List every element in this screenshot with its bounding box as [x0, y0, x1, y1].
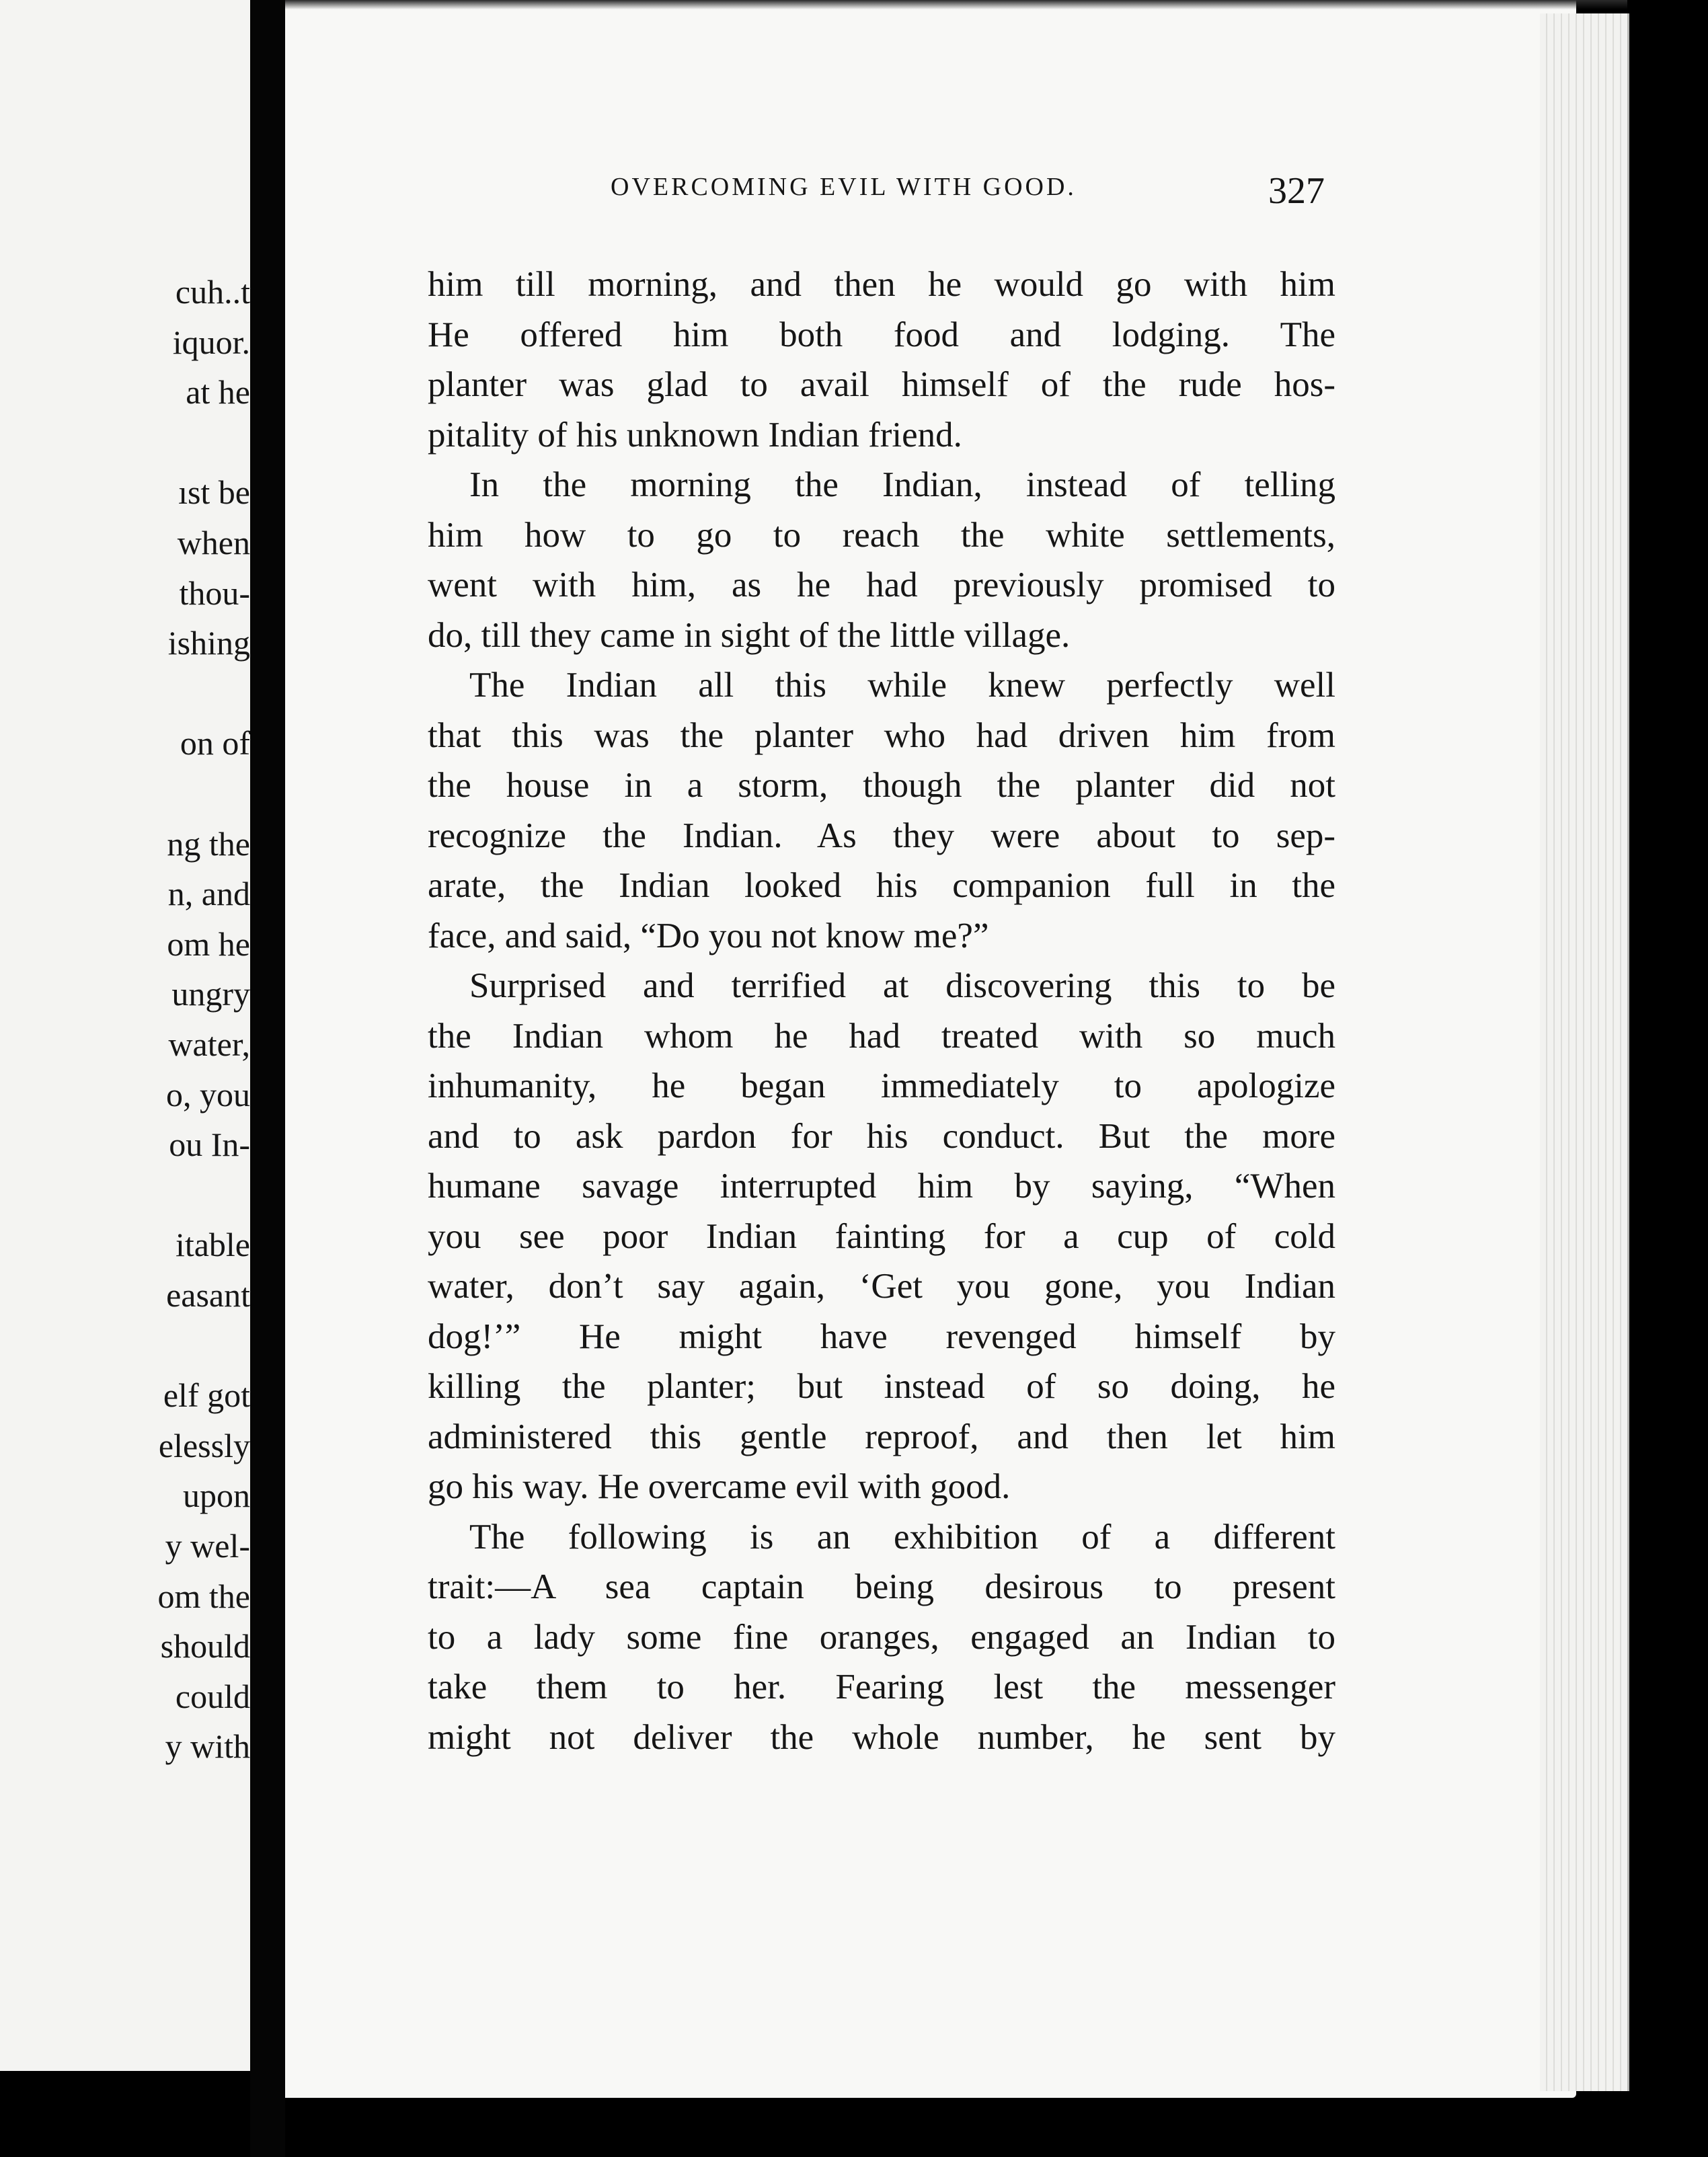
text-line: humane savage interrupted him by saying, “When: [428, 1167, 1335, 1206]
text-line: water, don’t say again, ‘Get you gone, you Indian: [428, 1267, 1335, 1306]
previous-page-line: should: [160, 1627, 250, 1665]
text-line: Surprised and terrified at discovering this to be: [469, 966, 1335, 1005]
previous-page-line: ou In-: [169, 1126, 250, 1164]
previous-page-line: ng the: [167, 824, 250, 863]
body-text: [428, 260, 1335, 1762]
text-line: might not deliver the whole number, he sent by: [428, 1717, 1335, 1757]
previous-page-line: when: [177, 524, 250, 561]
previous-page-line: on of: [180, 724, 250, 762]
previous-page-line: elessly: [158, 1426, 250, 1464]
previous-page-line: y with: [165, 1727, 250, 1766]
text-line: The Indian all this while knew perfectly well: [469, 666, 1335, 705]
previous-page-line: o, you: [166, 1075, 250, 1113]
previous-page-line: could: [175, 1677, 250, 1715]
running-head: OVERCOMING EVIL WITH GOOD.: [611, 173, 1077, 201]
text-line: went with him, as he had previously promised to: [428, 565, 1335, 604]
previous-page-line: y wel-: [165, 1527, 250, 1565]
text-line: go his way. He overcame evil with good.: [428, 1467, 1011, 1506]
text-line: him how to go to reach the white settlements,: [428, 515, 1335, 555]
text-line: the Indian whom he had treated with so much: [428, 1016, 1335, 1056]
top-shadow: [285, 0, 1627, 9]
previous-page-line: at he: [186, 373, 250, 411]
previous-page-line: ıst be: [178, 473, 250, 512]
text-line: face, and said, “Do you not know me?”: [428, 916, 989, 955]
previous-page-line: thou-: [179, 574, 250, 612]
previous-page-line: om he: [167, 925, 250, 963]
text-line: administered this gentle reproof, and then let him: [428, 1417, 1335, 1456]
text-line: that this was the planter who had driven him from: [428, 715, 1335, 755]
text-line: trait:—A sea captain being desirous to present: [428, 1567, 1335, 1606]
text-line: In the morning the Indian, instead of telling: [469, 465, 1335, 504]
previous-page-line: water,: [168, 1025, 250, 1063]
previous-page-line: n, and: [167, 875, 250, 913]
previous-page-line: cuh..t: [175, 273, 250, 311]
text-line: arate, the Indian looked his companion full in the: [428, 866, 1335, 905]
text-line: inhumanity, he began immediately to apologize: [428, 1066, 1335, 1105]
text-line: killing the planter; but instead of so doing, he: [428, 1367, 1335, 1406]
previous-page-line: easant: [166, 1276, 250, 1314]
text-line: to a lady some fine oranges, engaged an Indian to: [428, 1617, 1335, 1657]
text-line: dog!’” He might have revenged himself by: [428, 1317, 1335, 1356]
text-line: the house in a storm, though the planter did not: [428, 766, 1335, 805]
text-line: him till morning, and then he would go with him: [428, 265, 1335, 304]
previous-page-line: elf got: [163, 1376, 250, 1415]
page-edges: [1540, 13, 1629, 2091]
text-line: do, till they came in sight of the little village.: [428, 615, 1071, 655]
text-line: The following is an exhibition of a different: [469, 1517, 1335, 1557]
previous-page-line: itable: [175, 1226, 250, 1264]
previous-page-line: om the: [157, 1577, 250, 1615]
text-line: He offered him both food and lodging. The: [428, 315, 1335, 354]
text-line: take them to her. Fearing lest the messenger: [428, 1668, 1335, 1707]
text-line: planter was glad to avail himself of the rude hos-: [428, 365, 1335, 404]
text-line: and to ask pardon for his conduct. But the more: [428, 1116, 1335, 1156]
previous-page-line: ishing: [167, 624, 250, 662]
previous-page-line: upon: [183, 1477, 250, 1515]
previous-page-fragment: [0, 0, 250, 2071]
book-gutter: [250, 0, 285, 2157]
page-number: 327: [1268, 170, 1325, 212]
previous-page-line: iquor.: [172, 323, 250, 361]
text-line: recognize the Indian. As they were about to sep-: [428, 816, 1335, 855]
text-line: pitality of his unknown Indian friend.: [428, 415, 962, 455]
text-line: you see poor Indian fainting for a cup of cold: [428, 1216, 1335, 1256]
previous-page-line: ungry: [171, 975, 250, 1013]
